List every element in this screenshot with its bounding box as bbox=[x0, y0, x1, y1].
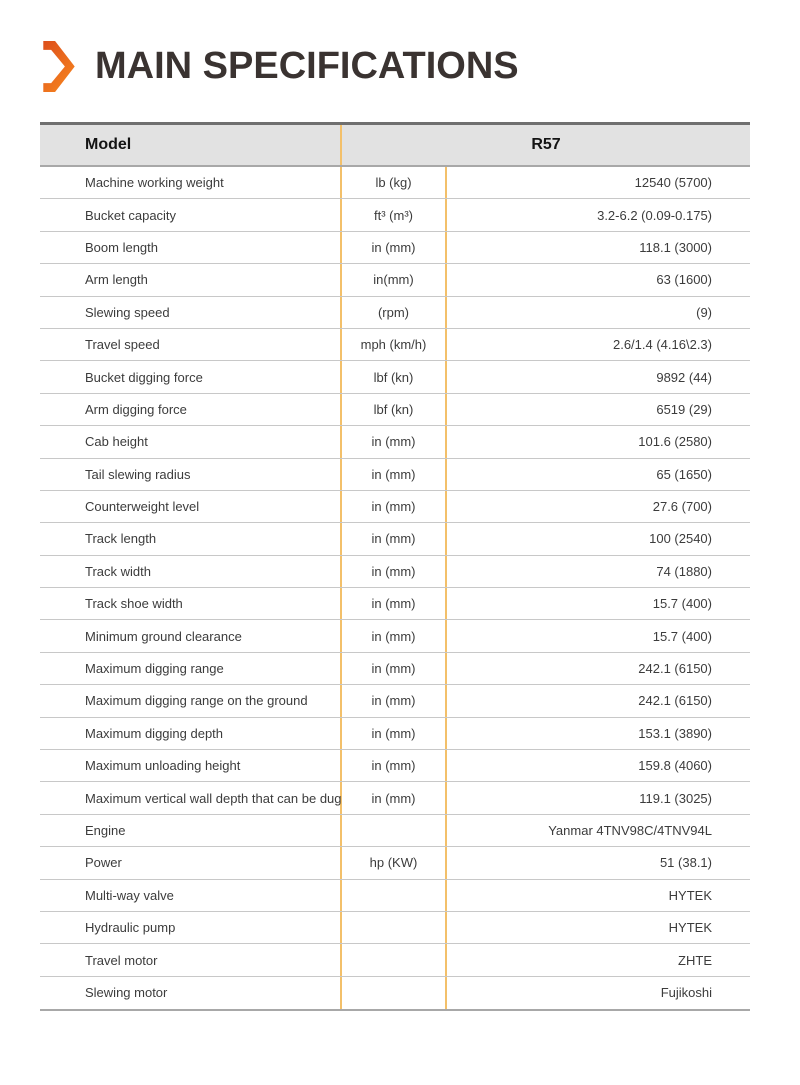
specifications-table bbox=[40, 122, 750, 1011]
page-title: MAIN SPECIFICATIONS bbox=[95, 44, 519, 87]
spec-value: 63 (1600) bbox=[656, 272, 712, 288]
spec-value: ZHTE bbox=[678, 952, 712, 968]
spec-unit: lbf (kn) bbox=[342, 361, 447, 392]
spec-label: Slewing speed bbox=[40, 297, 342, 328]
spec-unit bbox=[342, 977, 447, 1009]
spec-unit: in (mm) bbox=[342, 750, 447, 781]
spec-unit: in (mm) bbox=[342, 459, 447, 490]
spec-unit bbox=[342, 912, 447, 943]
spec-label: Counterweight level bbox=[40, 491, 342, 522]
spec-label: Minimum ground clearance bbox=[40, 620, 342, 651]
spec-value: 27.6 (700) bbox=[652, 499, 712, 515]
table-row bbox=[40, 361, 750, 393]
spec-label: Travel motor bbox=[40, 944, 342, 975]
spec-label: Maximum unloading height bbox=[40, 750, 342, 781]
spec-value: 9892 (44) bbox=[656, 369, 712, 385]
spec-value: Fujikoshi bbox=[660, 985, 712, 1001]
spec-unit bbox=[342, 880, 447, 911]
table-row bbox=[40, 815, 750, 847]
table-row bbox=[40, 329, 750, 361]
spec-label: Maximum digging range on the ground bbox=[40, 685, 342, 716]
spec-unit: hp (KW) bbox=[342, 847, 447, 878]
spec-value: 159.8 (4060) bbox=[638, 758, 712, 774]
spec-value: 3.2-6.2 (0.09-0.175) bbox=[597, 207, 712, 223]
spec-unit: in (mm) bbox=[342, 588, 447, 619]
spec-unit: in (mm) bbox=[342, 426, 447, 457]
table-row bbox=[40, 588, 750, 620]
spec-label: Maximum vertical wall depth that can be dug bbox=[40, 782, 342, 813]
spec-label: Travel speed bbox=[40, 329, 342, 360]
spec-value: 119.1 (3025) bbox=[639, 790, 712, 806]
spec-label: Machine working weight bbox=[40, 167, 342, 198]
spec-unit bbox=[342, 944, 447, 975]
spec-unit: in (mm) bbox=[342, 232, 447, 263]
table-row bbox=[40, 394, 750, 426]
table-row bbox=[40, 556, 750, 588]
spec-value: 153.1 (3890) bbox=[638, 725, 712, 741]
table-body bbox=[40, 167, 750, 1009]
spec-unit: lbf (kn) bbox=[342, 394, 447, 425]
table-row bbox=[40, 653, 750, 685]
chevron-icon bbox=[42, 40, 76, 93]
spec-unit: in (mm) bbox=[342, 782, 447, 813]
table-row bbox=[40, 426, 750, 458]
spec-label: Track shoe width bbox=[40, 588, 342, 619]
spec-value: Yanmar 4TNV98C/4TNV94L bbox=[548, 823, 712, 838]
table-row bbox=[40, 782, 750, 814]
spec-value: HYTEK bbox=[668, 887, 712, 903]
spec-unit: in (mm) bbox=[342, 620, 447, 651]
spec-unit: in (mm) bbox=[342, 556, 447, 587]
spec-label: Cab height bbox=[40, 426, 342, 457]
spec-label: Power bbox=[40, 847, 342, 878]
spec-value: (9) bbox=[696, 304, 712, 320]
page-header bbox=[42, 38, 519, 94]
spec-value: 6519 (29) bbox=[656, 401, 712, 417]
spec-value: 74 (1880) bbox=[656, 563, 712, 579]
table-row bbox=[40, 912, 750, 944]
spec-label: Slewing motor bbox=[40, 977, 342, 1009]
spec-label: Tail slewing radius bbox=[40, 459, 342, 490]
spec-label: Track length bbox=[40, 523, 342, 554]
spec-value: 242.1 (6150) bbox=[638, 693, 712, 709]
table-row bbox=[40, 847, 750, 879]
table-row bbox=[40, 491, 750, 523]
spec-label: Arm digging force bbox=[40, 394, 342, 425]
spec-value: 242.1 (6150) bbox=[638, 661, 712, 677]
table-row bbox=[40, 459, 750, 491]
table-row bbox=[40, 685, 750, 717]
spec-unit: in (mm) bbox=[342, 491, 447, 522]
column-header-model-value: R57 bbox=[531, 136, 561, 153]
spec-value: 101.6 (2580) bbox=[638, 434, 712, 450]
table-row bbox=[40, 232, 750, 264]
table-row bbox=[40, 718, 750, 750]
table-row bbox=[40, 167, 750, 199]
table-row bbox=[40, 977, 750, 1009]
spec-unit: mph (km/h) bbox=[342, 329, 447, 360]
spec-value: 65 (1650) bbox=[656, 466, 712, 482]
table-row bbox=[40, 944, 750, 976]
spec-value: HYTEK bbox=[668, 920, 712, 936]
spec-unit: in(mm) bbox=[342, 264, 447, 295]
table-header-row bbox=[40, 125, 750, 167]
table-row bbox=[40, 620, 750, 652]
spec-unit: in (mm) bbox=[342, 718, 447, 749]
spec-label: Boom length bbox=[40, 232, 342, 263]
spec-unit bbox=[342, 815, 447, 846]
spec-value: 2.6/1.4 (4.16\2.3) bbox=[612, 337, 712, 353]
spec-label: Bucket capacity bbox=[40, 199, 342, 230]
spec-value: 100 (2540) bbox=[649, 531, 712, 547]
spec-label: Multi-way valve bbox=[40, 880, 342, 911]
spec-unit: in (mm) bbox=[342, 685, 447, 716]
spec-label: Maximum digging range bbox=[40, 653, 342, 684]
table-row bbox=[40, 750, 750, 782]
spec-unit: in (mm) bbox=[342, 523, 447, 554]
spec-label: Arm length bbox=[40, 264, 342, 295]
spec-label: Engine bbox=[40, 815, 342, 846]
table-row bbox=[40, 523, 750, 555]
column-header-model: Model bbox=[40, 125, 342, 165]
spec-value: 51 (38.1) bbox=[659, 855, 712, 871]
spec-unit: lb (kg) bbox=[342, 167, 447, 198]
table-row bbox=[40, 264, 750, 296]
spec-label: Maximum digging depth bbox=[40, 718, 342, 749]
spec-value: 15.7 (400) bbox=[652, 596, 712, 612]
spec-label: Hydraulic pump bbox=[40, 912, 342, 943]
table-row bbox=[40, 199, 750, 231]
table-row bbox=[40, 880, 750, 912]
spec-value: 118.1 (3000) bbox=[639, 239, 712, 255]
spec-label: Bucket digging force bbox=[40, 361, 342, 392]
spec-unit: (rpm) bbox=[342, 297, 447, 328]
spec-value: 12540 (5700) bbox=[634, 175, 712, 191]
spec-unit: in (mm) bbox=[342, 653, 447, 684]
table-row bbox=[40, 297, 750, 329]
spec-label: Track width bbox=[40, 556, 342, 587]
spec-value: 15.7 (400) bbox=[652, 628, 712, 644]
spec-unit: ft³ (m³) bbox=[342, 199, 447, 230]
